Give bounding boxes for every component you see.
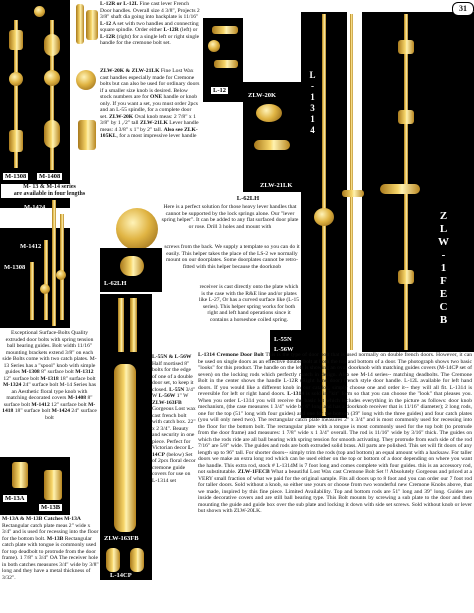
m1308-bracket-bottom	[9, 130, 23, 152]
label-m1408: M-1408	[36, 172, 63, 181]
cremone-rod-center	[350, 14, 353, 350]
l12-lever-image-2	[214, 60, 238, 68]
zlw-handles-description: ZLW-20K & ZLW-21LK Fine Lost Wax cast handles especially made for Cremone bolts but can also be used for ordinary doors if a smaller size knob is desired. Below stock numbers are for ONE handle or knob only. If you want a set, you must order 2pcs and an L-55 spindle, for a complete door set. ZLW-20K Oval knob meas: 2 7/8" x 1 3/8" by 1 ,/2" tall ZLW-21LK Lever handle meas: 4 3/8" x 1" by 2" tall. Also see ZLK-105KL, for a most impressive lever handle	[100, 68, 200, 139]
page-number-badge: 31	[452, 2, 474, 16]
label-l12: L-12	[210, 86, 229, 95]
m1408-knob-image	[44, 70, 60, 86]
label-m13a: M-13A	[2, 494, 28, 503]
l62lh-helper-image	[120, 256, 144, 276]
zlw1fecb-guide-image-1	[398, 40, 414, 54]
zlw1fecb-guide-image-2	[398, 110, 414, 124]
label-m1412: M-1412	[20, 243, 42, 250]
m1418-bolt-image	[60, 214, 64, 320]
label-zlw163fb: ZLW-163FB	[104, 535, 139, 542]
m1308-bracket-top	[9, 30, 23, 50]
zlw1fecb-image-panel	[362, 12, 474, 352]
l1314-vertical-text: L-1314	[307, 70, 318, 136]
label-zlw20k: ZLW-20K	[248, 92, 277, 99]
m1308-knob-image	[9, 72, 23, 86]
zlw20k-knob-image	[256, 104, 282, 122]
m1408-cover-top	[44, 34, 60, 56]
label-m1308b: M-1308	[4, 264, 26, 271]
catches-description: M-13A & M-13B Catches M-13A Rectangular catch plate meas 2" wide x 3/4" and is used for recessing into the floor for the bottom bolt. M-13B Rectangular catch plate with tongue is commonly used for top deadbolt to protrude from the door frame). 1 7/8" x 3/4" OA The receiver hole in both catches measures 3/4" wide by 3/8" long and they have a metal thickness of 3/32".	[2, 516, 99, 581]
l12-rose-image	[208, 40, 220, 52]
caption-line-1: M- 13 & M-14 series	[23, 184, 76, 190]
m1424-bolt-image	[52, 200, 56, 326]
zlw163fb-bolt-image	[114, 364, 136, 532]
l62lh-description-3: receiver is cast directly onto the plate which is the case with the R&E line and/or plates like L-27, Or has a curved surface like (L-15 series). This helper spring works for both right and left hand operations since it contains a horseshoe coiled spring.	[198, 284, 300, 323]
l62lh-description-1: Here is a perfect solution for those heavy lever handles that cannot be supported by the lock springs alone. Our "lever spring helper". It can be added to any flat surfaced door plate or rose. Drill 3 holes and mount with	[161, 204, 299, 230]
label-l56w: L-56W	[274, 346, 294, 353]
small-knob-image	[76, 70, 96, 90]
label-m1308: M-1308	[2, 172, 29, 181]
l14cp-guide-image-1	[106, 548, 120, 572]
m1412-bolt-image	[44, 240, 48, 320]
label-l62lh: L-62LH	[104, 280, 127, 287]
l55n-bolt-image	[118, 298, 124, 352]
label-m1418: M-1418	[24, 222, 46, 229]
label-zlw21lk: ZLW-21LK	[260, 182, 293, 189]
small-plate-image	[78, 120, 96, 150]
zlw1fecb-rod-image	[404, 14, 408, 350]
bolt-knob-1	[40, 284, 50, 294]
l62lh-heading: L-62LH	[236, 196, 260, 202]
label-zlw1fecb-vertical	[432, 210, 454, 331]
l55-zlw163fb-description: L-55N & L-56W Half mortised 8" bolts for the edge of one of a double door set, to keep it closed. L-55N 3/4" W L-56W 1" W ZLW-163FB Gorgeous Lost wax cast french bolt with catch box. 22" x 2 3/4". Beauty and security in one piece. Perfect for Victorian decor L-14CP (below) Set of 2pcs floral decor cremone guide covers for use on L-1314 set	[152, 354, 196, 484]
l12-lever-image	[212, 26, 238, 34]
label-m1424: M-1424	[24, 204, 46, 211]
m13b-catch-image	[44, 470, 62, 500]
zlw1fecb-vertical-text: ZLW-1FECB	[437, 210, 450, 327]
l12-description: L-12R or L-12L Fine cast lever French Door handles. Overall size 4 3/8", Projects 2 3/8" shaft dia going into backplate is 11/16" L-12 A set with two handles and connecting square spindle. Order either L-12R (left) or L-12R (right) for a single left or right single handle for the cremone bolt set.	[100, 1, 200, 46]
label-l14cp: L-14CP	[110, 572, 132, 579]
l62lh-description-2: screws from the back. We supply a template so you can do it easily. This helper takes the place of the LS-2 we normally mount on our doorplates. Some doorplates cannot be retro-fitted with this helper because the doorknob	[164, 244, 300, 270]
small-bolt-top-image	[76, 4, 84, 44]
m1408-cover-bottom	[44, 120, 60, 148]
m1308b-bolt-image	[30, 262, 34, 320]
small-bolt-image-2	[86, 10, 98, 40]
zlw1fecb-guide-image-3	[398, 270, 414, 284]
caption-line-2: are available in four lengths	[13, 191, 86, 197]
label-m13b: M-13B	[38, 503, 63, 512]
l62lh-rosette-image	[116, 208, 158, 250]
label-l1314-vertical	[304, 70, 320, 139]
l1314-zlw1fecb-description: L-1314 Cremone Door Bolt This is the type of door bolt that is used normally on double french doors. However, it can be used on single doors as an effective double bolt at both the top and bottom of a door. The photograph shows two basic "looks" for this product. The handle on the left is showing an oval doorknob with matching guides covers (M-14CP set of seven) on the locking rods which perfectly match in design. Also see M-14 series-- matching deadbolts. The Cremone Bolt in the center shows the handle L-12R (Right hand door) french style door handle. L-12L available for left hand doors. If you would like a different knob in our catalog, simply choose one and order it-- they will all fit. L-1314 is reversible for left or right hand doors. L-1314 is sold in "kit" form so that you can choose the "look" that pleases you. When you order L-1314 you will receive the basic kit which includes everything in the picture as follows: door knob mechanism, (the case measures 1 3/4" wide by 6" long and has a doorknob receiver that is 11/16" diameter); 2 long rods, one for the top (51" long with four guides) and one for the bottom (39" long with the three guides) and four catch plates (you will only need two). The rectangular catch plate measures 2" x 3/4" and is most commonly used for recessing into the floor for the bottom bolt. The rectangular plate with a tongue is most commonly used for the top bolt (to protrude from the door frame) and measures: 1 7/8" wide x 1 3/4" overall. The rod is 11/16" wide by 3/16" thick. The guides on which the rods ride are all ball bearing with spring tension for smooth activating. They protrude from each side of the rod 7/16" are 5/8" wide. The guides and rods are both extruded solid brass. All parts are polished. This set will fit doors of any length up to 96" tall. For shorter doors-- simply trim the rods (top and bottom) an equal amount with a hacksaw. For taller doors we make an extra long rod which can be used either on the top or bottom of a door depending on where you want the handle. This extra rod, stock # L-1314M is 7 foot long and comes complete with four guides. this is an accessory rod, not substitutable. ZLW-1FECB What a beautiful Lost Wax cast Cremone Bolt Set !! Absolutely Gorgeous and priced at a VERY small fraction of what we paid for the original sample. Fits all doors up to 8 foot and you can order our 7 foot rod for taller doors. Sold without a knob, so either use yours or choose from two wonderful new Cremone Knobs above, that we made, inspired by this fine piece. Limited Availability. Top and bottom rods are 51" long and 39" long. Guides are inside decorative covers and are still ball bearing type. This Bolt mounts by screwing a sub plate to the door and then mounting the guide and guide box over the sub plate and locking it down with side set screws. Sold without knob or lever but shown with ZLW-20LK.	[198, 352, 472, 514]
zlw21lk-lever-image	[254, 140, 290, 150]
label-l55n: L-55N	[274, 336, 292, 343]
rosette-image-1	[34, 6, 45, 17]
available-lengths-caption	[1, 184, 98, 198]
surface-bolts-description: Exceptional Surface-Bolts Quality extruded door bolts with spring tension ball bearing guides. Bolt width 11/16" mounting brackets extend 3/8" on each side Bolts come with two catch plates. M-13 Series has a "spool" knob with simple guides M-1308 8" surface bolt M-1312 12" surface bolt M-1318 18" surface bolt M-1324 24" surface bolt M-14 Series has an Aesthetic floral type knob with matching decorated covers M-1408 8" surface bolt M-1412 12" surface bolt M-1418 18" surface bolt M-1424 24" surface bolt	[2, 330, 97, 421]
cremone-lever-center	[342, 190, 364, 197]
l56w-bolt-image	[130, 298, 137, 352]
zlw1fecb-lever-image	[380, 184, 420, 194]
l14cp-guide-image-2	[130, 548, 144, 572]
l1314-knob-image	[314, 208, 334, 226]
bolt-knob-2	[56, 270, 66, 280]
m13a-catch-image	[12, 462, 28, 488]
